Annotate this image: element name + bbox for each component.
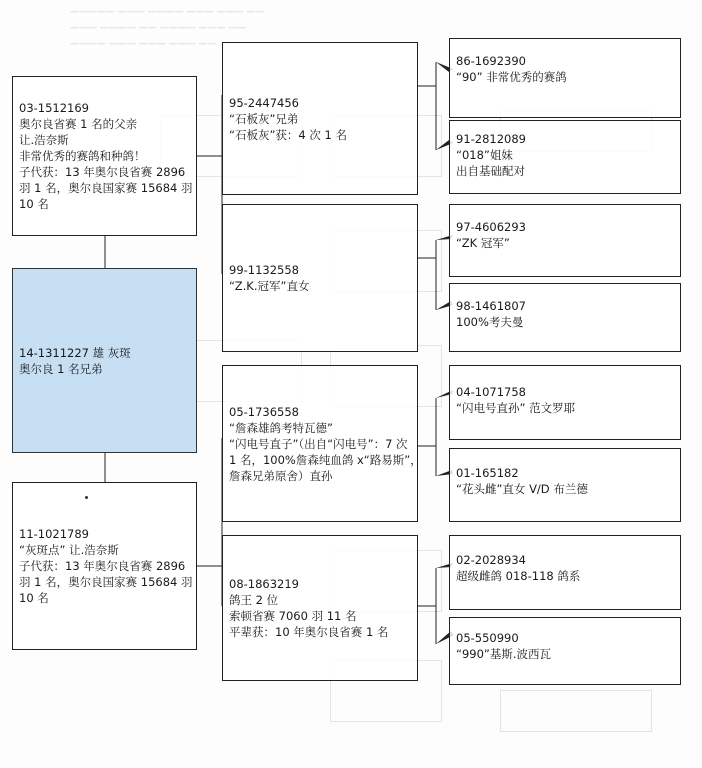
great-grandparent-box-6 [449, 448, 681, 522]
dam-ring-number: 11-1021789 [19, 527, 89, 541]
sire-sire-line: “石板灰”兄弟 [229, 111, 299, 126]
dam-line: 子代获：13 年奥尔良省赛 2896 [19, 559, 186, 573]
dam-sire-line: 詹森兄弟原舍）直孙 [229, 468, 333, 483]
sire-line: 羽 1 名，奥尔良国家赛 15684 羽 [19, 181, 193, 195]
great-grandparent-line: “ZK 冠军” [456, 236, 510, 250]
show-through-text: ————— ——— ———— ——— ——— —— [70, 7, 265, 17]
sire-line: 子代获：13 年奥尔良省赛 2896 [19, 165, 186, 179]
great-grandparent-ring-number: 04-1071758 [456, 385, 526, 399]
dam-sire-line: 1 名，100%詹森纯血鸽 x“路易斯”， [229, 452, 422, 467]
great-grandparent-ring-number: 02-2028934 [456, 553, 526, 567]
great-grandparent-box-2 [449, 120, 681, 194]
great-grandparent-ring-number: 91-2812089 [456, 132, 526, 146]
sire-line: 让.浩奈斯 [19, 133, 69, 147]
speck [85, 496, 88, 499]
great-grandparent-box-5 [449, 365, 681, 440]
great-grandparent-line: “闪电号直孙” 范文罗耶 [456, 401, 576, 415]
dam-line: “灰斑点” 让.浩奈斯 [19, 543, 119, 557]
dam-sire-box [222, 365, 422, 522]
great-grandparent-line: 超级雌鸽 018-118 鸽系 [456, 569, 581, 583]
great-grandparent-ring-number: 86-1692390 [456, 54, 526, 68]
sire-sire-box [222, 42, 418, 195]
dam-dam-line: 鸽王 2 位 [229, 593, 279, 607]
sire-ring-number: 03-1512169 [19, 101, 89, 115]
great-grandparent-ring-number: 97-4606293 [456, 220, 526, 234]
great-grandparent-line: “990”基斯.波西瓦 [456, 647, 552, 661]
dam-sire-line: “詹森雄鸽考特瓦德” [229, 420, 333, 435]
show-through-text: ———— ——— ——— ——— —— [70, 39, 217, 49]
dam-box [12, 482, 197, 650]
great-grandparent-ring-number: 01-165182 [456, 466, 519, 480]
subject-pigeon-box [12, 268, 197, 453]
great-grandparent-line: “018”姐妹 [456, 148, 513, 162]
great-grandparent-line: “花头雌”直女 V/D 布兰德 [456, 482, 588, 496]
great-grandparent-box-8 [449, 617, 681, 685]
great-grandparent-box-4 [449, 283, 681, 352]
dam-dam-line: 平辈获：10 年奥尔良省赛 1 名 [229, 625, 389, 639]
sire-box [12, 76, 197, 236]
great-grandparent-line: 100%考夫曼 [456, 315, 524, 329]
sire-dam-box [222, 204, 418, 352]
sire-line: 非常优秀的赛鸽和种鸽！ [19, 149, 146, 163]
great-grandparent-line: 出自基础配对 [456, 164, 525, 178]
dam-line: 羽 1 名，奥尔良国家赛 15684 羽 [19, 575, 193, 589]
dam-dam-line: 索顿省赛 7060 羽 11 名 [229, 609, 357, 623]
great-grandparent-box-3 [449, 204, 681, 277]
sire-sire-line: “石板灰”获：4 次 1 名 [229, 127, 348, 142]
sire-sire-ring-number: 95-2447456 [229, 95, 299, 110]
sire-dam-ring-number: 99-1132558 [229, 263, 299, 277]
subject-ring-number: 14-1311227 雄 灰斑 [19, 345, 131, 360]
dam-sire-ring-number: 05-1736558 [229, 404, 299, 419]
sire-dam-line: “Z.K.冠军”直女 [229, 279, 310, 293]
great-grandparent-box-7 [449, 535, 681, 610]
great-grandparent-line: “90” 非常优秀的赛鸽 [456, 70, 567, 84]
great-grandparent-ring-number: 98-1461807 [456, 299, 526, 313]
sire-line: 奥尔良省赛 1 名的父亲 [19, 117, 138, 131]
great-grandparent-ring-number: 05-550990 [456, 631, 519, 645]
dam-line: 10 名 [19, 591, 49, 605]
dam-dam-ring-number: 08-1863219 [229, 577, 299, 591]
dam-sire-line: “闪电号直子”（出自“闪电号”：7 次 [229, 436, 408, 451]
dam-dam-box [222, 535, 418, 681]
show-through-text: ——— ———— —— ———— ——— —— [70, 23, 247, 33]
subject-line: 奥尔良 1 名兄弟 [19, 361, 103, 376]
great-grandparent-box-1 [449, 38, 681, 118]
sire-line: 10 名 [19, 197, 49, 211]
